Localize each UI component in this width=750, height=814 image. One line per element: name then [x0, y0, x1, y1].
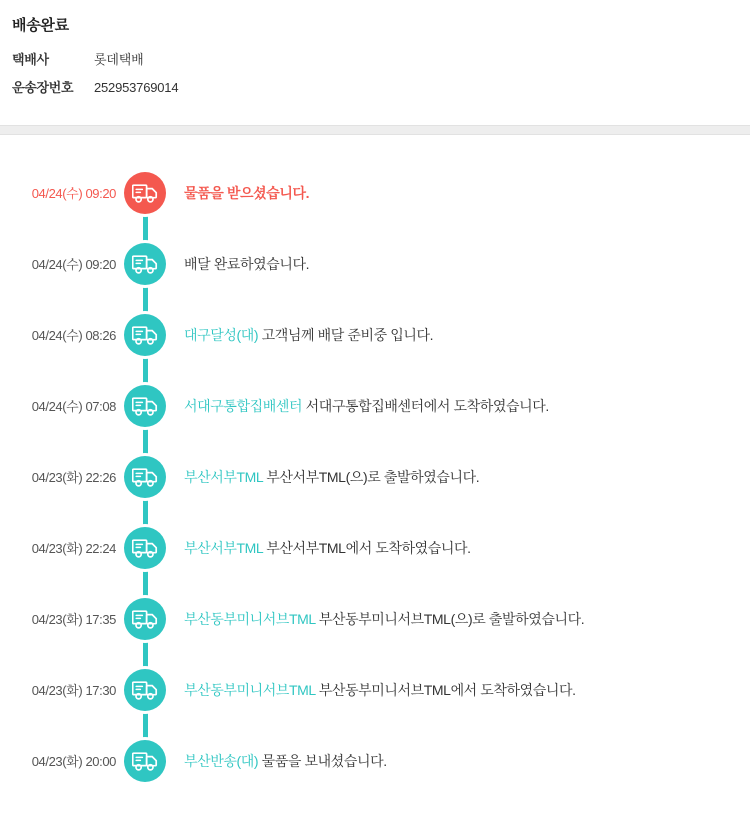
- event-location: 부산서부TML: [184, 468, 263, 485]
- event-icon-cell: [122, 456, 168, 498]
- event-icon-cell: [122, 172, 168, 214]
- delivery-truck-icon: [124, 527, 166, 569]
- event-description: [168, 183, 750, 203]
- event-date: 04/24(수) 09:20: [31, 186, 116, 201]
- event-description: [168, 680, 750, 700]
- event-location: 부산반송(대): [184, 752, 259, 769]
- delivery-truck-icon: [124, 172, 166, 214]
- timeline-event: [0, 441, 750, 512]
- event-date: 04/24(수) 07:08: [31, 399, 116, 414]
- event-date: 04/23(화) 22:26: [31, 470, 116, 485]
- tracking-header: [0, 0, 750, 117]
- event-message: 부산동부미니서브TML에서 도착하였습니다.: [315, 681, 576, 698]
- timeline-event: [0, 583, 750, 654]
- delivery-truck-icon: [124, 385, 166, 427]
- event-icon-cell: [122, 243, 168, 285]
- event-date: 04/23(화) 17:35: [31, 612, 116, 627]
- event-message: 부산서부TML(으)로 출발하였습니다.: [262, 468, 480, 485]
- carrier-row: [12, 49, 738, 68]
- timeline-event: [0, 157, 750, 228]
- delivery-truck-icon: [124, 243, 166, 285]
- section-divider: [0, 125, 750, 135]
- event-date: 04/23(화) 17:30: [31, 683, 116, 698]
- timeline-event: [0, 725, 750, 796]
- event-message: 고객님께 배달 준비중 입니다.: [258, 326, 434, 343]
- delivery-truck-icon: [124, 669, 166, 711]
- timeline-event: [0, 299, 750, 370]
- event-message: 물품을 받으셨습니다.: [184, 184, 310, 201]
- page-title: 배송완료: [12, 17, 69, 34]
- event-icon-cell: [122, 385, 168, 427]
- timeline-event: [0, 228, 750, 299]
- timeline-event: [0, 654, 750, 725]
- carrier-value: 롯데택배: [94, 52, 144, 67]
- event-message: 물품을 보내셨습니다.: [258, 752, 387, 769]
- event-message: 부산서부TML에서 도착하였습니다.: [262, 539, 471, 556]
- timeline-event: [0, 370, 750, 441]
- event-icon-cell: [122, 669, 168, 711]
- delivery-truck-icon: [124, 598, 166, 640]
- event-description: [168, 751, 750, 771]
- delivery-truck-icon: [124, 314, 166, 356]
- event-icon-cell: [122, 314, 168, 356]
- event-description: [168, 609, 750, 629]
- event-message: 부산동부미니서브TML(으)로 출발하였습니다.: [315, 610, 585, 627]
- event-message: 배달 완료하였습니다.: [184, 255, 310, 272]
- carrier-label: 택배사: [12, 52, 49, 67]
- delivery-truck-icon: [124, 456, 166, 498]
- timeline-event: [0, 512, 750, 583]
- event-location: 서대구통합집배센터: [184, 397, 303, 414]
- event-description: [168, 254, 750, 274]
- tracking-timeline: [0, 135, 750, 814]
- event-location: 부산서부TML: [184, 539, 263, 556]
- delivery-truck-icon: [124, 740, 166, 782]
- event-icon-cell: [122, 527, 168, 569]
- event-icon-cell: [122, 598, 168, 640]
- event-location: 부산동부미니서브TML: [184, 681, 316, 698]
- event-icon-cell: [122, 740, 168, 782]
- event-description: [168, 396, 750, 416]
- event-date: 04/24(수) 08:26: [31, 328, 116, 343]
- tracking-number-row: [12, 77, 738, 96]
- event-date: 04/23(화) 22:24: [31, 541, 116, 556]
- event-description: [168, 325, 750, 345]
- event-message: 서대구통합집배센터에서 도착하였습니다.: [302, 397, 549, 414]
- event-date: 04/24(수) 09:20: [31, 257, 116, 272]
- event-date: 04/23(화) 20:00: [31, 754, 116, 769]
- tracking-number-label: 운송장번호: [12, 80, 74, 95]
- event-description: [168, 538, 750, 558]
- event-location: 대구달성(대): [184, 326, 259, 343]
- tracking-number-value: 252953769014: [94, 80, 179, 95]
- event-location: 부산동부미니서브TML: [184, 610, 316, 627]
- timeline-event-list: [0, 157, 750, 796]
- event-description: [168, 467, 750, 487]
